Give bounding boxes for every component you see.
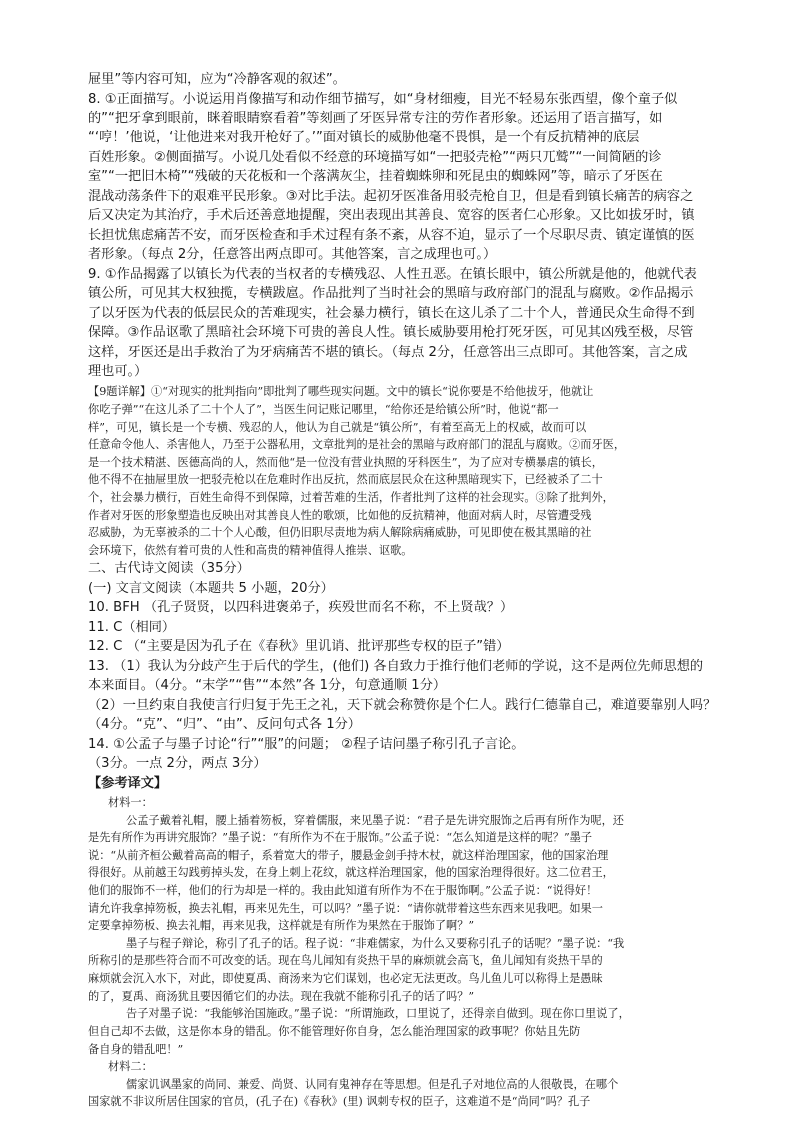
answer-line: 屉里”等内容可知，应为“冷静客观的叙述”。: [88, 72, 346, 87]
translation-line: 他们的服饰不一样，他们的行为却是一样的。我由此知道有所作为不在于服饰啊。”公孟子说：“说得好！: [88, 884, 598, 897]
answer-q13-2: （2）一旦约束自我使言行归复于先王之礼，天下就会称赞你是个仁人。践行仁德靠自己，难道要靠别人吗？: [88, 697, 717, 713]
answer-line: 了以牙医为代表的低层民众的苦难现实，社会暴力横行，镇长在这儿杀了二十个人，普通民众生命得不到: [88, 305, 695, 321]
translation-line: 得很好。从前越王勾践剪掉头发，在身上刺上花纹，就这样治理国家，他的国家治理得很好。这二位君王，: [88, 866, 614, 880]
translation-line: 麻烦就会沉入水下，对此，即使夏禹、商汤来为它们谋划，也必定无法更改。鸟儿鱼儿可以称得上是愚昧: [88, 972, 603, 985]
translation-line: 定要拿掉笏板、换去礼帽，再来见我，这样就是有所作为果然在于服饰了啊？”: [88, 919, 475, 933]
answer-q12: 12. C （“主要是因为孔子在《春秋》里讥诮、批评那些专权的臣子”错）: [88, 639, 510, 655]
translation-line: 所称引的是那些符合而不可改变的话。现在鸟儿闻知有炎热干旱的麻烦就会高飞，鱼儿闻知有炎热干旱的: [88, 954, 603, 968]
answer-q13-1-cont: 本来面目。（4分。“末学”“售”“本然”各 1分，句意通顺 1分）: [88, 678, 447, 694]
translation-line: 但自己却不去做，这是你本身的错乱。你不能管理好你自身，怎么能治理国家的政事呢？你姑且先防: [88, 1024, 581, 1038]
detail-line: 是一个技术精湛、医德高尚的人，然而他“是一位没有营业执照的牙科医生”，为了应对专横暴虐的镇长，: [88, 455, 603, 469]
detail-line: 【9题详解】①“对现实的批判指向”即批判了哪些现实问题。文中的镇长“说你要是不给他拔牙，他就让: [88, 385, 594, 399]
translation-line: 儒家讥讽墨家的尚同、兼爱、尚贤、认同有鬼神存在等思想。但是孔子对地位高的人很敬畏，在哪个: [126, 1077, 619, 1091]
answer-line: 理也可。）: [88, 364, 148, 379]
detail-line: 会环境下，依然有着可贵的人性和高贵的精神值得人推崇、讴歌。: [88, 543, 413, 557]
answer-line: 镇公所，可见其大权独揽，专横跋扈。作品批判了当时社会的黑暗与政府部门的混乱与腐败。②作品揭示: [88, 286, 694, 302]
detail-line: 忍威胁，为无辜被杀的二十个人心酸，但仍旧职尽责地为病人解除病痛威胁，可见即使在极其黑暗的社: [88, 526, 592, 540]
translation-line: 说：“从前齐桓公戴着高高的帽子，系着宽大的带子，腰悬金剑手持木杖，就这样治理国家，他的国家治理: [88, 848, 609, 862]
answer-q14-cont: （3分。一点 2分，两点 3分）: [88, 756, 267, 771]
translation-line: 公孟子戴着礼帽，腰上插着笏板，穿着儒服，来见墨子说：“君子是先讲究服饰之后再有所作为呢，还: [126, 813, 624, 827]
answer-line: 者形象。（每点 2分，任意答出两点即可。其他答案，言之成理也可。）: [88, 247, 497, 263]
answer-line: 8. ①正面描写。小说运用肖像描写和动作细节描写，如“身材细瘦，目光不轻易东张西望，像个童子似: [88, 91, 678, 107]
answer-line: 室”“一把旧木椅”“残破的天花板和一个落满灰尘，挂着蜘蛛卵和死昆虫的蜘蛛网”等，暗示了牙医在: [88, 169, 663, 185]
material-label: 材料二：: [108, 1060, 153, 1074]
answer-line: 这样，牙医还是出手救治了为牙病痛苦不堪的镇长。（每点 2分，任意答出三点即可。其他答案，言之成: [88, 344, 688, 360]
answer-line: 保障。③作品讴歌了黑暗社会环境下可贵的善良人性。镇长威胁要用枪打死牙医，可见其凶残至极，尽管: [88, 325, 694, 340]
detail-line: 他不得不在抽屉里放一把驳壳枪以在危难时作出反抗，然而底层民众在这种黑暗现实下，已经被杀了二十: [88, 473, 603, 487]
answer-line: 9. ①作品揭露了以镇长为代表的当权者的专横残忍、人性丑恶。在镇长眼中，镇公所就是他的，他就代表: [88, 266, 697, 282]
translation-line: 告子对墨子说：“我能够治国施政。”墨子说：“所谓施政，口里说了，还得亲自做到。现在你口里说了，: [126, 1007, 630, 1021]
answer-line: 后又决定为其治疗，手术后还善意地提醒，突出表现出其善良、宽容的医者仁心形象。又比如拔牙时，镇: [88, 208, 695, 224]
answer-line: 长担忧焦虑痛苦不安，而牙医检查和手术过程有条不紊，从容不迫，显示了一个尽职尽责、镇定谨慎的医: [88, 227, 695, 243]
translation-line: 墨子与程子辩论，称引了孔子的话。程子说：“非难儒家，为什么又要称引孔子的话呢？”墨子说：“我: [126, 936, 625, 950]
answer-line: 的”“把牙拿到眼前，眯着眼睛察看着”等刻画了牙医异常专注的劳作者形象。还运用了语言描写，如: [88, 110, 663, 126]
material-label: 材料一：: [108, 795, 153, 809]
translation-line: 的了，夏禹、商汤犹且要因循它们的办法。现在我就不能称引孔子的话了吗？”: [88, 989, 475, 1003]
subsection-heading: (一) 文言文阅读（本题共 5 小题，20分）: [88, 580, 334, 596]
answer-q11: 11. C（相同）: [88, 619, 176, 635]
translation-line: 请允许我拿掉笏板，换去礼帽，再来见先生，可以吗？”墨子说：“请你就带着这些东西来见我吧。如果一: [88, 901, 603, 915]
answer-line: 百姓形象。②侧面描写。小说几处看似不经意的环境描写如“一把驳壳枪”“两只兀鹫”“一间简陋的诊: [88, 149, 662, 165]
detail-line: 你吃子弹”“在这儿杀了二十个人了”，当医生问记账记哪里，“给你还是给镇公所”时，他说“都一: [88, 403, 559, 416]
detail-line: 个，社会暴力横行，百姓生命得不到保障，过着苦难的生活，作者批判了这样的社会现实。③除了批判外，: [88, 491, 614, 504]
section-heading: 二、古代诗文阅读（35分）: [88, 561, 250, 577]
reference-translation-heading: 【参考译文】: [88, 775, 168, 791]
answer-q14: 14. ①公孟子与墨子讨论“行”“服”的问题； ②程子诘问墨子称引孔子言论。: [88, 736, 525, 752]
translation-line: 是先有所作为再讲究服饰？”墨子说：“有所作为不在于服饰。”公孟子说：“怎么知道是这样的呢？”墨子: [88, 831, 593, 845]
translation-line: 国家就不非议所居住国家的官员，(孔子在)《春秋》(里) 讽刺专权的臣子，这难道不是“尚同”吗？孔子: [88, 1095, 591, 1109]
answer-q13-1: 13. （1）我认为分歧产生于后代的学生，(他们) 各自致力于推行他们老师的学说，这不是两位先师思想的: [88, 658, 704, 674]
answer-q10: 10. BFH （孔子贤贤，以四科进褒弟子，疾殁世而名不称，不上贤哉？）: [88, 600, 514, 616]
answer-line: 混战动荡条件下的艰难平民形象。③对比手法。起初牙医准备用驳壳枪自卫，但是看到镇长痛苦的病容之: [88, 188, 694, 204]
translation-line: 备自身的错乱吧！”: [88, 1042, 184, 1056]
detail-line: 任意命令他人、杀害他人，乃至于公器私用，文章批判的是社会的黑暗与政府部门的混乱与腐败。②而牙医，: [88, 438, 626, 452]
detail-line: 作者对牙医的形象塑造也反映出对其善良人性的歌颂，比如他的反抗精神，他面对病人时，尽管遭受残: [88, 508, 592, 522]
detail-line: 样”，可见，镇长是一个专横、残忍的人，他认为自己就是“镇公所”，有着至高无上的权威，故而可以: [88, 420, 587, 434]
answer-line: “‘哼！’他说，‘让他进来对我开枪好了。’”面对镇长的威胁他毫不畏惧，是一个有反抗精神的底层: [88, 130, 640, 146]
answer-q13-2-cont: （4分。“克”、“归”、“由”、反问句式各 1分）: [88, 717, 361, 733]
